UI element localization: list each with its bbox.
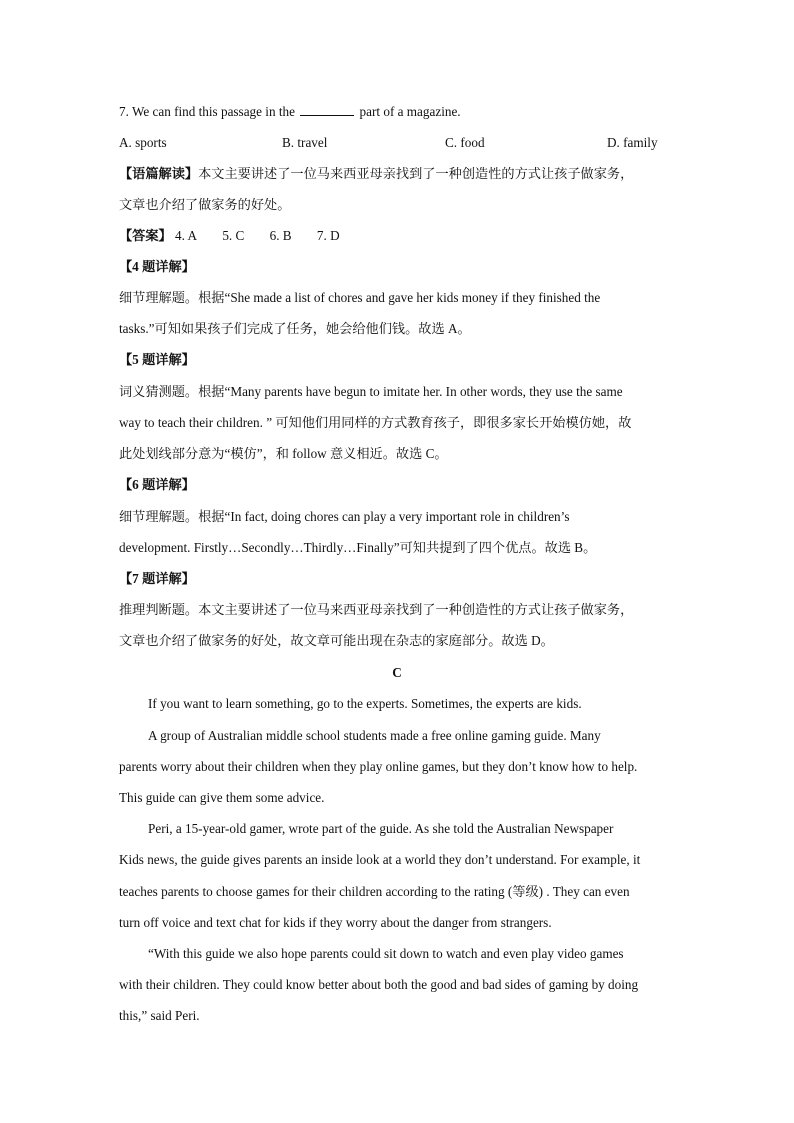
q5-line-1: 词义猜测题。根据“Many parents have begun to imitate her. In other words, they use the same bbox=[119, 384, 623, 399]
q7-line-2: 文章也介绍了做家务的好处，故文章可能出现在杂志的家庭部分。故选 D。 bbox=[119, 633, 554, 648]
passage-c-title: C bbox=[392, 665, 402, 680]
q4-line-1: 细节理解题。根据“She made a list of chores and gave her kids money if they finished the bbox=[119, 290, 601, 305]
question-7-text-after: part of a magazine. bbox=[359, 104, 461, 119]
answer-line bbox=[119, 227, 675, 245]
question-7-text-before: 7. We can find this passage in the bbox=[119, 104, 295, 119]
question-7-stem bbox=[119, 103, 675, 121]
q5-line-3: 此处划线部分意为“模仿”，和 follow 意义相近。故选 C。 bbox=[119, 446, 448, 461]
passage-c-line-7: teaches parents to choose games for their children according to the rating (等级) . They can even bbox=[119, 884, 630, 899]
answer-6: 6. B bbox=[269, 228, 292, 243]
analysis-intro-label: 【语篇解读】 bbox=[119, 166, 199, 181]
q7-heading: 【7 题详解】 bbox=[119, 571, 195, 586]
passage-c-line-10: with their children. They could know better about both the good and bad sides of gaming by doing bbox=[119, 977, 639, 992]
passage-c-line-4: This guide can give them some advice. bbox=[119, 790, 325, 805]
q6-line-2: development. Firstly…Secondly…Thirdly…Finally”可知共提到了四个优点。故选 B。 bbox=[119, 540, 597, 555]
q4-line-2: tasks.”可知如果孩子们完成了任务，她会给他们钱。故选 A。 bbox=[119, 321, 471, 336]
passage-c-line-2: A group of Australian middle school students made a free online gaming guide. Many bbox=[148, 728, 601, 743]
passage-c-line-11: this,” said Peri. bbox=[119, 1008, 200, 1023]
answer-5: 5. C bbox=[222, 228, 245, 243]
analysis-intro-line-2: 文章也介绍了做家务的好处。 bbox=[119, 197, 291, 212]
passage-c-line-1: If you want to learn something, go to the experts. Sometimes, the experts are kids. bbox=[148, 696, 582, 711]
q7-line-1: 推理判断题。本文主要讲述了一位马来西亚母亲找到了一种创造性的方式让孩子做家务， bbox=[119, 602, 634, 617]
answer-blank bbox=[300, 103, 354, 116]
passage-c-line-8: turn off voice and text chat for kids if they worry about the danger from strangers. bbox=[119, 915, 552, 930]
option-c: C. food bbox=[445, 135, 485, 150]
q6-line-1: 细节理解题。根据“In fact, doing chores can play a very important role in children’s bbox=[119, 509, 570, 524]
answer-7: 7. D bbox=[316, 228, 340, 243]
passage-c-line-5: Peri, a 15-year-old gamer, wrote part of the guide. As she told the Australian Newspaper bbox=[148, 821, 614, 836]
analysis-intro-line-1 bbox=[119, 165, 675, 183]
q4-heading: 【4 题详解】 bbox=[119, 259, 195, 274]
option-d: D. family bbox=[607, 135, 658, 150]
answer-4: 4. A bbox=[175, 228, 198, 243]
option-b: B. travel bbox=[282, 135, 328, 150]
passage-c-line-3: parents worry about their children when they play online games, but they don’t know how to help. bbox=[119, 759, 638, 774]
passage-c-line-9: “With this guide we also hope parents could sit down to watch and even play video games bbox=[148, 946, 624, 961]
q5-heading: 【5 题详解】 bbox=[119, 352, 195, 367]
passage-c-line-6: Kids news, the guide gives parents an inside look at a world they don’t understand. For example, it bbox=[119, 852, 641, 867]
answer-label: 【答案】 bbox=[119, 228, 172, 243]
analysis-intro-text-1: 本文主要讲述了一位马来西亚母亲找到了一种创造性的方式让孩子做家务， bbox=[198, 166, 634, 181]
q5-line-2: way to teach their children. ” 可知他们用同样的方式教育孩子，即很多家长开始模仿她，故 bbox=[119, 415, 632, 430]
q6-heading: 【6 题详解】 bbox=[119, 477, 195, 492]
option-a: A. sports bbox=[119, 135, 167, 150]
